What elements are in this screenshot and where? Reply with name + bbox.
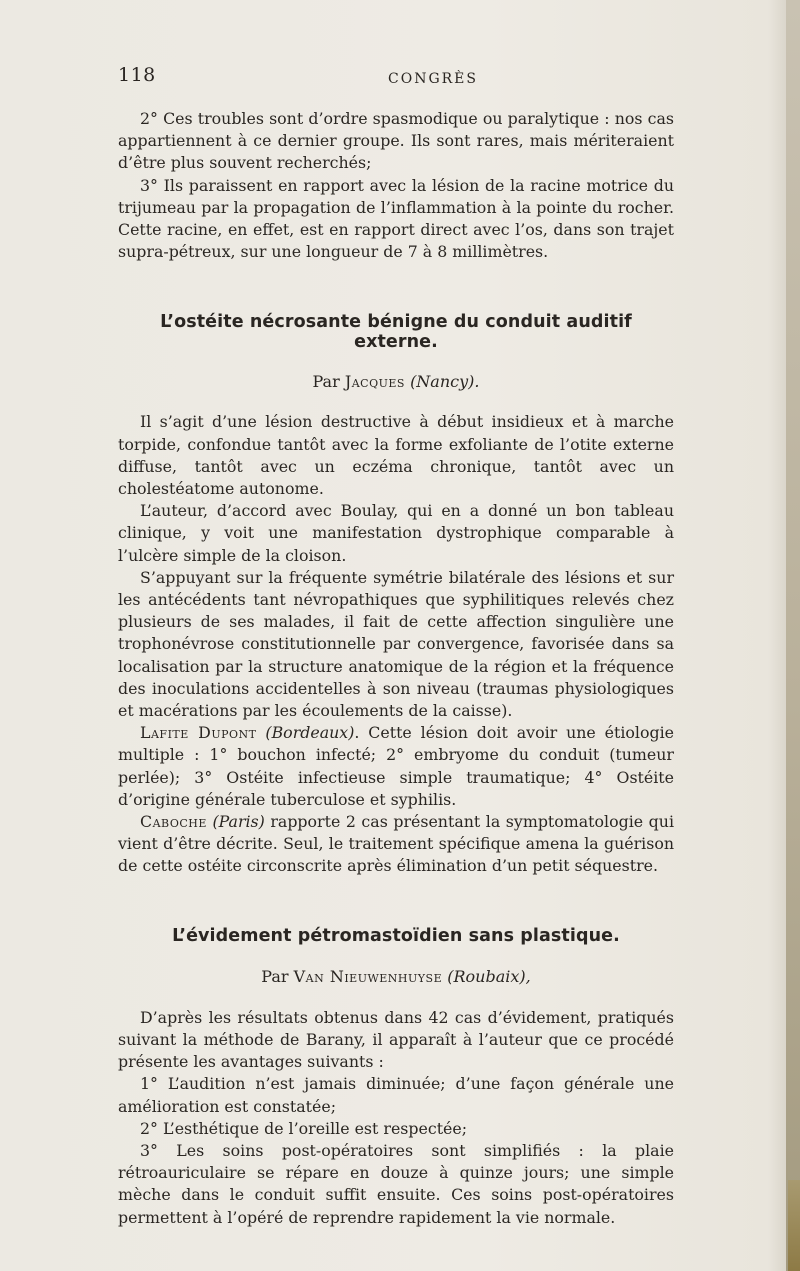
page-edge-shadow: [786, 0, 800, 1271]
author-location: (Nancy).: [410, 372, 480, 392]
article1-paragraph-1: Il s’agit d’une lésion destructive à début insidieux et à marche torpide, confondue tantôt avec la forme exfoliante de l’otite externe diffuse, tantôt avec un eczéma chronique, tantôt avec un cholestéatome autonome.: [118, 412, 674, 499]
byline-van-nieuwenhuyse: [118, 966, 674, 988]
intro-paragraph-2: 2° Ces troubles sont d’ordre spasmodique ou paralytique : nos cas appartiennent à ce dernier groupe. Ils sont rares, mais mériteraient d’être plus souvent recherchés;: [118, 109, 674, 173]
article-title-osteite: L’ostéite nécrosante bénigne du conduit auditif externe.: [160, 312, 632, 353]
byline-par: Par: [312, 372, 345, 392]
page-edge-stain: [788, 1180, 800, 1271]
article2-paragraph-4: 3° Les soins post-opératoires sont simplifiés : la plaie rétroauriculaire se répare en douze à quinze jours; une simple mèche dans le conduit suffit ensuite. Ces soins post-opératoires permettent à l’opéré de reprendre rapidement la vie normale.: [118, 1140, 674, 1227]
author-location: (Roubaix),: [447, 966, 531, 986]
page-body: [118, 108, 674, 1229]
page-header: [118, 60, 678, 94]
intro-paragraph-3: 3° Ils paraissent en rapport avec la lésion de la racine motrice du trijumeau par la propagation de l’inflammation à la pointe du rocher. Cette racine, en effet, est en rapport direct avec l’os, dans son trajet supra-pétreux, sur une longueur de 7 à 8 millimètres.: [118, 175, 674, 262]
page-number: 118: [118, 64, 156, 86]
paragraph-text: rapporte 2 cas présentant la symptomatologie qui vient d’être décrite. Seul, le traitement spécifique amena la guérison de cette ostéite circonscrite après élimination d’un petit séquestre.: [118, 812, 674, 876]
article2-paragraph-2: 1° L’audition n’est jamais diminuée; d’une façon générale une amélioration est constatée;: [118, 1074, 674, 1116]
author-location: (Paris): [212, 812, 265, 832]
paragraph-text: . Cette lésion doit avoir une étiologie multiple : 1° bouchon infecté; 2° embryome du conduit (tumeur perlée); 3° Ostéite infectieuse simple traumatique; 4° Ostéite d’origine générale tuberculose et syphilis.: [118, 723, 674, 809]
byline-jacques: [118, 371, 674, 393]
article1-paragraph-3: S’appuyant sur la fréquente symétrie bilatérale des lésions et sur les antécédents tant névropathiques que syphilitiques relevés chez plusieurs de ses malades, il fait de cette affection singulière une trophonévrose constitutionnelle par convergence, favorisée dans sa localisation par la structure anatomique de la région et la fréquence des inoculations accidentelles à son niveau (traumas physiologiques et macérations par les écoulements de la caisse).: [118, 567, 674, 721]
author-name: Caboche: [140, 812, 207, 832]
author-name: Lafite Dupont: [140, 723, 257, 743]
running-head: CONGRÈS: [388, 71, 478, 87]
article1-paragraph-2: L’auteur, d’accord avec Boulay, qui en a donné un bon tableau clinique, y voit une manifestation dystrophique comparable à l’ulcère simple de la cloison.: [118, 501, 674, 565]
article2-paragraph-3: 2° L’esthétique de l’oreille est respectée;: [140, 1118, 468, 1138]
article1-paragraph-caboche: [118, 811, 674, 878]
author-name: Van Nieuwenhuyse: [293, 966, 443, 986]
author-location: (Bordeaux): [265, 723, 355, 743]
byline-par: Par: [261, 966, 294, 986]
author-name: Jacques: [344, 372, 405, 392]
article-title-evidement: L’évidement pétromastoïdien sans plastique.: [172, 925, 620, 946]
article2-paragraph-1: D’après les résultats obtenus dans 42 cas d’évidement, pratiqués suivant la méthode de Barany, il apparaît à l’auteur que ce procédé présente les avantages suivants :: [118, 1007, 674, 1072]
article1-paragraph-lafite: [118, 722, 674, 811]
